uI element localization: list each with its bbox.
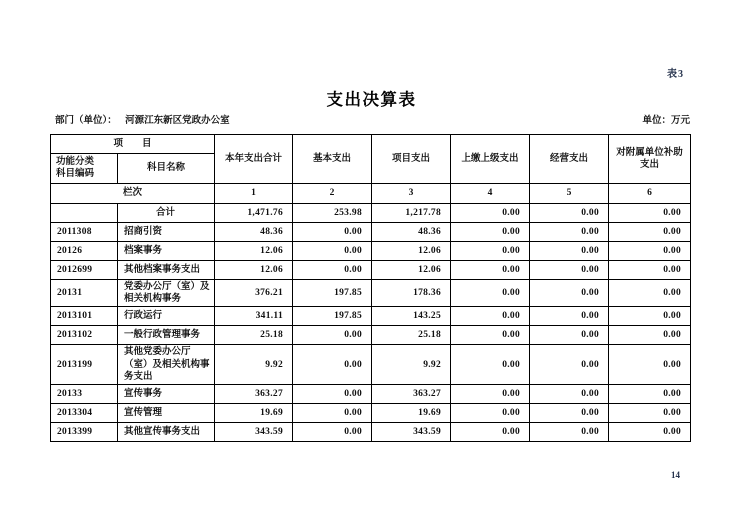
value-cell: 0.00: [609, 260, 691, 279]
value-cell: 197.85: [293, 279, 372, 307]
value-cell: 343.59: [215, 423, 293, 442]
value-cell: 197.85: [293, 307, 372, 326]
value-cell: 0.00: [451, 260, 530, 279]
department-value: 河源江东新区党政办公室: [125, 116, 230, 126]
value-cell: 376.21: [215, 279, 293, 307]
table-row: [51, 307, 691, 326]
corner-table-label: 表3: [667, 69, 684, 80]
code-cell: [51, 203, 118, 222]
value-cell: 0.00: [609, 423, 691, 442]
name-cell: 宣传事务: [118, 385, 215, 404]
header-col-index-4: 4: [451, 183, 530, 203]
meta-row: [55, 112, 690, 126]
name-cell: 档案事务: [118, 241, 215, 260]
code-cell: 2013304: [51, 404, 118, 423]
header-upper-level-expenditure: 上缴上级支出: [451, 135, 530, 184]
value-cell: 0.00: [293, 222, 372, 241]
table-row: [51, 222, 691, 241]
table-row: [51, 326, 691, 345]
value-cell: 0.00: [293, 345, 372, 385]
expenditure-table: [50, 134, 691, 442]
value-cell: 0.00: [530, 307, 609, 326]
header-col-index-5: 5: [530, 183, 609, 203]
table-row: [51, 404, 691, 423]
header-operating-expenditure: 经营支出: [530, 135, 609, 184]
value-cell: 25.18: [215, 326, 293, 345]
value-cell: 0.00: [530, 404, 609, 423]
table-header: [51, 135, 691, 204]
header-lanci: 栏次: [51, 183, 215, 203]
department-line: [55, 112, 230, 126]
name-cell: 宣传管理: [118, 404, 215, 423]
value-cell: 0.00: [530, 222, 609, 241]
value-cell: 0.00: [609, 307, 691, 326]
table-row: [51, 279, 691, 307]
table-row: [51, 241, 691, 260]
value-cell: 343.59: [372, 423, 451, 442]
header-function-code: [51, 154, 118, 184]
value-cell: 19.69: [215, 404, 293, 423]
value-cell: 253.98: [293, 203, 372, 222]
table-row: [51, 345, 691, 385]
value-cell: 0.00: [451, 345, 530, 385]
value-cell: 0.00: [451, 423, 530, 442]
value-cell: 9.92: [372, 345, 451, 385]
table-row: [51, 203, 691, 222]
page-number: 14: [671, 470, 680, 480]
header-col-index-3: 3: [372, 183, 451, 203]
value-cell: 0.00: [451, 222, 530, 241]
value-cell: 0.00: [530, 326, 609, 345]
value-cell: 363.27: [215, 385, 293, 404]
value-cell: 9.92: [215, 345, 293, 385]
header-total-expenditure: 本年支出合计: [215, 135, 293, 184]
value-cell: 0.00: [451, 326, 530, 345]
value-cell: 19.69: [372, 404, 451, 423]
code-cell: 2013399: [51, 423, 118, 442]
name-cell: 招商引资: [118, 222, 215, 241]
code-cell: 2013199: [51, 345, 118, 385]
value-cell: 0.00: [609, 241, 691, 260]
header-function-code-line1: 功能分类: [56, 157, 95, 167]
value-cell: 0.00: [609, 385, 691, 404]
code-cell: 20126: [51, 241, 118, 260]
header-item-group: 项 目: [51, 135, 215, 154]
value-cell: 0.00: [451, 404, 530, 423]
code-cell: 2011308: [51, 222, 118, 241]
value-cell: 178.36: [372, 279, 451, 307]
value-cell: 0.00: [293, 241, 372, 260]
header-function-code-line2: 科目编码: [56, 169, 95, 180]
code-cell: 20131: [51, 279, 118, 307]
value-cell: 0.00: [609, 345, 691, 385]
value-cell: 341.11: [215, 307, 293, 326]
value-cell: 0.00: [451, 241, 530, 260]
value-cell: 1,217.78: [372, 203, 451, 222]
code-cell: 2013102: [51, 326, 118, 345]
value-cell: 48.36: [215, 222, 293, 241]
value-cell: 0.00: [530, 260, 609, 279]
value-cell: 0.00: [451, 385, 530, 404]
value-cell: 48.36: [372, 222, 451, 241]
value-cell: 0.00: [609, 222, 691, 241]
value-cell: 0.00: [293, 260, 372, 279]
table-row: [51, 260, 691, 279]
header-subject-name: 科目名称: [118, 154, 215, 184]
code-cell: 2012699: [51, 260, 118, 279]
table-row: [51, 385, 691, 404]
value-cell: 1,471.76: [215, 203, 293, 222]
value-cell: 0.00: [530, 203, 609, 222]
value-cell: 12.06: [372, 260, 451, 279]
unit-label: 单位：万元: [642, 116, 690, 126]
value-cell: 0.00: [609, 203, 691, 222]
value-cell: 0.00: [530, 423, 609, 442]
header-col-index-6: 6: [609, 183, 691, 203]
value-cell: 0.00: [293, 404, 372, 423]
value-cell: 12.06: [372, 241, 451, 260]
header-project-expenditure: 项目支出: [372, 135, 451, 184]
name-cell: 其他宣传事务支出: [118, 423, 215, 442]
name-cell: 行政运行: [118, 307, 215, 326]
name-cell: 其他档案事务支出: [118, 260, 215, 279]
name-cell: 合计: [118, 203, 215, 222]
value-cell: 0.00: [451, 279, 530, 307]
value-cell: 12.06: [215, 241, 293, 260]
value-cell: 0.00: [609, 326, 691, 345]
value-cell: 25.18: [372, 326, 451, 345]
value-cell: 363.27: [372, 385, 451, 404]
code-cell: 2013101: [51, 307, 118, 326]
value-cell: 0.00: [293, 385, 372, 404]
value-cell: 0.00: [530, 345, 609, 385]
header-basic-expenditure: 基本支出: [293, 135, 372, 184]
header-col-index-2: 2: [293, 183, 372, 203]
value-cell: 0.00: [530, 279, 609, 307]
value-cell: 0.00: [609, 279, 691, 307]
value-cell: 0.00: [609, 404, 691, 423]
page-title: 支出决算表: [326, 90, 417, 109]
name-cell: 其他党委办公厅（室）及相关机构事务支出: [118, 345, 215, 385]
name-cell: 一般行政管理事务: [118, 326, 215, 345]
value-cell: 143.25: [372, 307, 451, 326]
name-cell: 党委办公厅（室）及相关机构事务: [118, 279, 215, 307]
header-col-index-1: 1: [215, 183, 293, 203]
value-cell: 0.00: [530, 241, 609, 260]
table-body: [51, 203, 691, 442]
value-cell: 0.00: [530, 385, 609, 404]
department-label: 部门（单位）：: [55, 116, 117, 126]
table-row: [51, 423, 691, 442]
value-cell: 0.00: [293, 326, 372, 345]
value-cell: 0.00: [293, 423, 372, 442]
header-subsidy-expenditure: 对附属单位补助支出: [609, 135, 691, 184]
value-cell: 0.00: [451, 203, 530, 222]
value-cell: 0.00: [451, 307, 530, 326]
value-cell: 12.06: [215, 260, 293, 279]
code-cell: 20133: [51, 385, 118, 404]
